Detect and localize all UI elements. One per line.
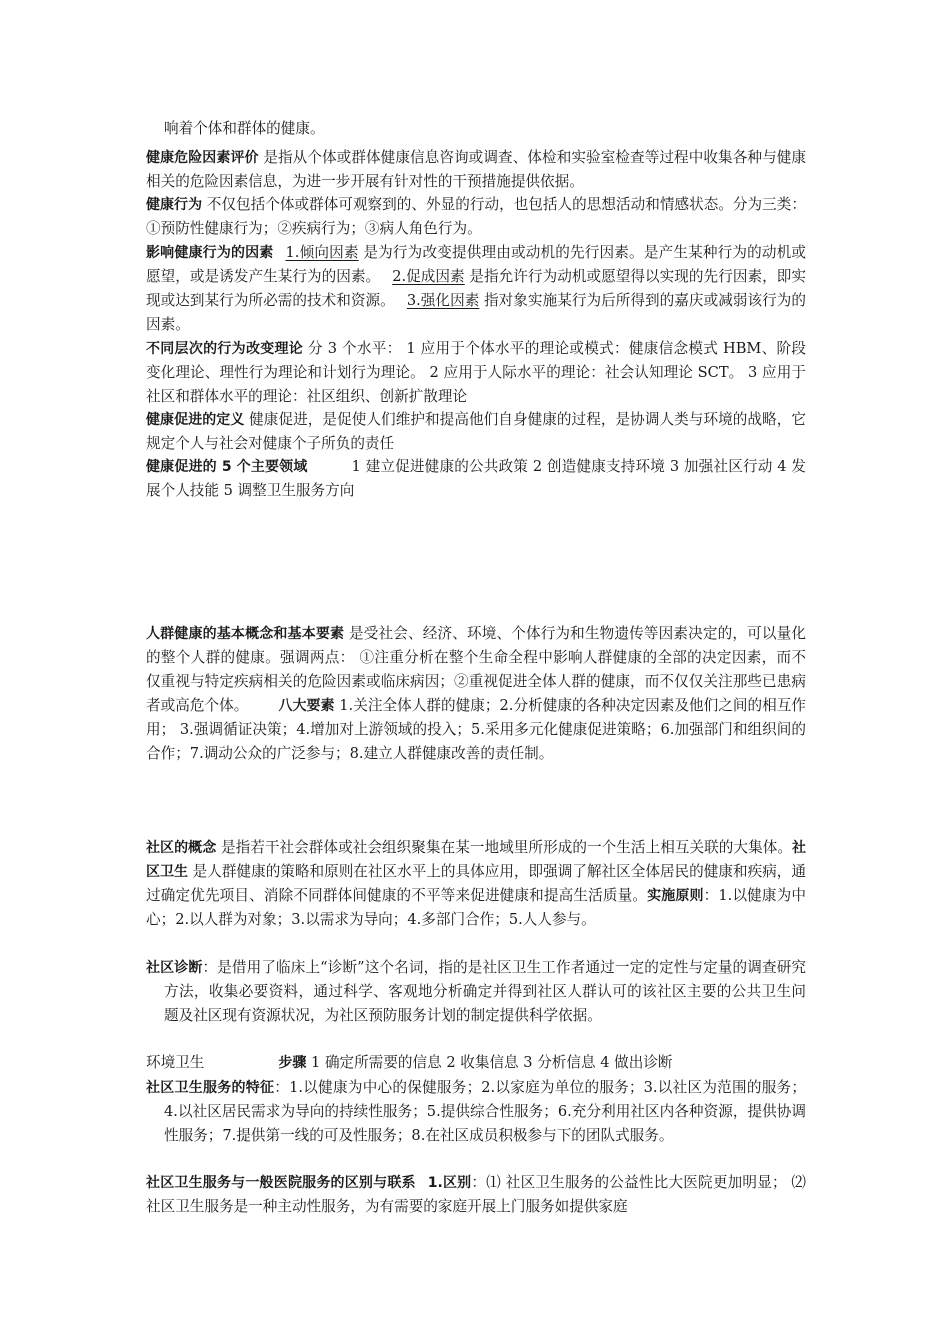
term-heading: 步骤 (278, 1055, 307, 1071)
paragraph-behavior-factors: 影响健康行为的因素 1.倾向因素 是为行为改变提供理由或动机的先行因素。是产生某种行为的动机或愿望，或是诱发产生某行为的因素。 2.促成因素 是指允许行为动机或愿望得以实现的先行因素，即实现或达到某行为所必需的技术和资源。 3.强化因素 指对象实施某行为后所得到的嘉庆或减弱该行为的因素。 (146, 244, 806, 333)
term-heading: 人群健康的基本概念和基本要素 (146, 626, 345, 642)
paragraph-health-promotion-definition: 健康促进的定义 健康促进，是促使人们维护和提高他们自身健康的过程，是协调人类与环境的战略，它规定个人与社会对健康个子所负的责任 (146, 411, 806, 452)
underlined-term: 2.促成因素 (392, 268, 465, 285)
term-heading: 健康促进的定义 (146, 412, 245, 428)
term-heading: 社区卫生服务的特征 (146, 1080, 275, 1096)
paragraph-service-features: 社区卫生服务的特征：1.以健康为中心的保健服务；2.以家庭为单位的服务；3.以社区为范围的服务；4.以社区居民需求为导向的持续性服务；5.提供综合性服务；6.充分利用社区内各种资源，提供协调性服务；7.提供第一线的可及性服务；8.在社区成员积极参与下的团队式服务。 (146, 1079, 806, 1144)
term-heading: 影响健康行为的因素 (146, 245, 274, 261)
term-heading: 社区的概念 (146, 840, 217, 856)
term-heading: 实施原则 (647, 888, 704, 904)
paragraph-health-behavior: 健康行为 不仅包括个体或群体可观察到的、外显的行动，也包括人的思想活动和情感状态。分为三类：①预防性健康行为；②疾病行为；③病人角色行为。 (146, 196, 806, 237)
term-heading: 健康危险因素评价 (146, 150, 259, 166)
underlined-term: 3.强化因素 (406, 292, 480, 309)
paragraph-behavior-theories: 不同层次的行为改变理论 分 3 个水平： 1 应用于个体水平的理论或模式：健康信念模式 HBM、阶段变化理论、理性行为理论和计划行为理论。 2 应用于人际水平的理论：社会认知理论 SCT。 3 应用于社区和群体水平的理论：社区组织、创新扩散理论 (146, 340, 806, 405)
term-heading: 不同层次的行为改变理论 (146, 341, 304, 357)
term-heading: 1.区别 (427, 1175, 472, 1191)
paragraph-community-diagnosis: 社区诊断：是借用了临床上“诊断”这个名词，指的是社区卫生工作者通过一定的定性与定量的调查研究方法，收集必要资料，通过科学、客观地分析确定并得到社区人群认可的该社区主要的公共卫生问题及社区现有资源状况，为社区预防服务计划的制定提供科学依据。 (146, 959, 806, 1024)
paragraph-population-health: 人群健康的基本概念和基本要素 是受社会、经济、环境、个体行为和生物遗传等因素决定的，可以量化的整个人群的健康。强调两点： ①注重分析在整个生命全程中影响人群健康的全部的决定因素，而不仅重视与特定疾病相关的危险因素或临床病因；②重视促进全体人群的健康，而不仅仅关注那些已患病者或高危个体。 八大要素 1.关注全体人群的健康；2.分析健康的各种决定因素及他们之间的相互作用； 3.强调循证决策；4.增加对上游领域的投入；5.采用多元化健康促进策略；6.加强部门和组织间的合作；7.调动公众的广泛参与；8.建立人群健康改善的责任制。 (146, 625, 806, 762)
paragraph-continuation: 响着个体和群体的健康。 (164, 120, 325, 137)
term-heading: 健康行为 (146, 197, 203, 213)
paragraph-health-risk-assessment: 健康危险因素评价 是指从个体或群体健康信息咨询或调查、体检和实验室检查等过程中收集各种与健康相关的危险因素信息，为进一步开展有针对性的干预措施提供依据。 (146, 149, 806, 190)
paragraph-service-comparison: 社区卫生服务与一般医院服务的区别与联系 1.区别：⑴ 社区卫生服务的公益性比大医院更加明显； ⑵ 社区卫生服务是一种主动性服务，为有需要的家庭开展上门服务如提供家庭 (146, 1174, 807, 1215)
term-heading: 健康促进的 5 个主要领域 (146, 459, 308, 475)
term-heading: 社区卫生服务与一般医院服务的区别与联系 (146, 1175, 416, 1191)
term-heading: 社区卫生 (146, 840, 806, 880)
paragraph-diagnosis-steps: 环境卫生 步骤 1 确定所需要的信息 2 收集信息 3 分析信息 4 做出诊断 (146, 1054, 673, 1071)
term-heading: 社区诊断 (146, 960, 203, 976)
term-heading: 八大要素 (278, 698, 335, 714)
underlined-term: 1.倾向因素 (285, 244, 359, 261)
paragraph-community: 社区的概念 是指若干社会群体或社会组织聚集在某一地域里所形成的一个生活上相互关联的大集体。社区卫生 是人群健康的策略和原则在社区水平上的具体应用，即强调了解社区全体居民的健康和疾病，通过确定优先项目、消除不同群体间健康的不平等来促进健康和提高生活质量。实施原则：1.以健康为中心；2.以人群为对象；3.以需求为导向；4.多部门合作；5.人人参与。 (146, 839, 806, 928)
paragraph-health-promotion-areas: 健康促进的 5 个主要领域 1 建立促进健康的公共政策 2 创造健康支持环境 3 加强社区行动 4 发展个人技能 5 调整卫生服务方向 (146, 458, 806, 499)
